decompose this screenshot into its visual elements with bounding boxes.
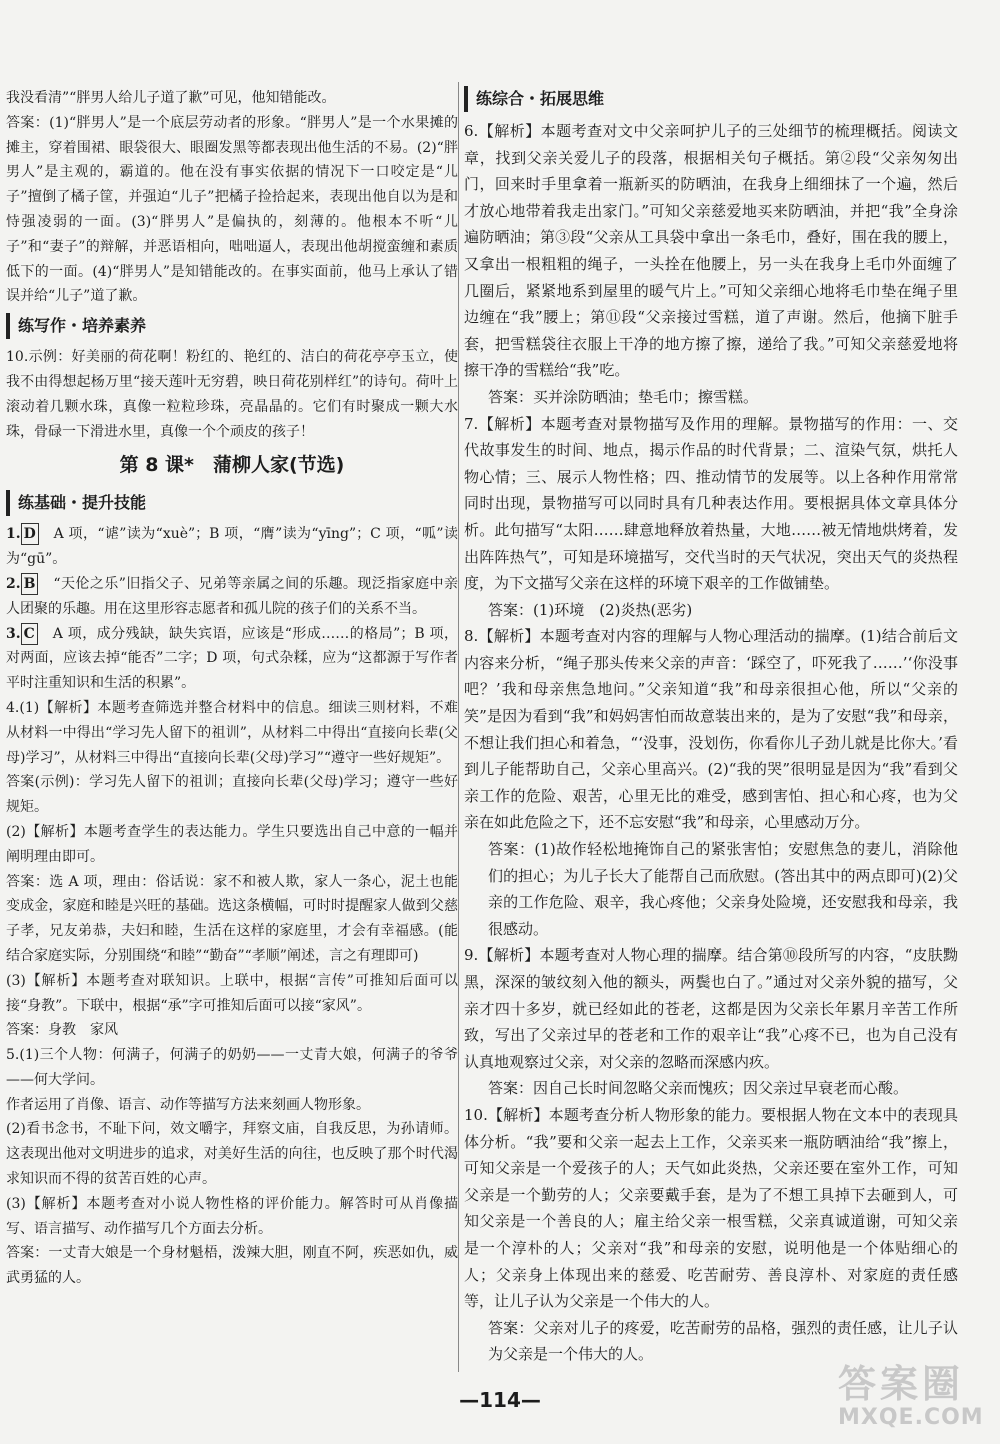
watermark-title: 答案圈 — [838, 1362, 965, 1406]
q8: 8.【解析】本题考查对内容的理解与人物心理活动的揣摩。(1)结合前后文内容来分析，“绳子那头传来父亲的声音：‘踩空了，吓死我了……’‘你没事吧？’我和母亲焦急地问。”父亲知道“我”和母亲很担心他，所以“父亲的笑”是因为看到“我”和妈妈害怕而故意装出来的，是为了安慰“我”和母亲，不想让我们担心和着急，“‘没事，没划伤，你看你儿子劲儿就是比你大。’看到儿子能帮助自己，父亲心里高兴。(2)“我的哭”很明显是因为“我”看到父亲工作的危险、艰苦，心里无比的难受，感到害怕、担心和心疼，也为父亲在如此危险之下，还不忘安慰“我”和母亲，心里感动万分。 — [464, 627, 958, 832]
q6: 6.【解析】本题考查对文中父亲呵护儿子的三处细节的梳理概括。阅读文章，找到父亲关爱儿子的段落，根据相关句子概括。第②段“父亲匆匆出门，回来时手里拿着一瓶新买的防晒油，在我身上细细抹了一个遍，然后才放心地带着我走出家门。”可知父亲慈爱地买来防晒油，并把“我”全身涂遍防晒油；第③段“父亲从工具袋中拿出一条毛巾，叠好，围在我的腰上，又拿出一根粗粗的绳子，一头拴在他腰上，另一头在我身上毛巾外面缠了几圈后，紧紧地系到屋里的暖气片上。”可知父亲细心地将毛巾垫在绳子里边缠在“我”腰上；第⑪段“父亲接过雪糕，道了声谢。然后，他摘下脏手套，把雪糕袋往衣服上干净的地方擦了擦，递给了我。”可知父亲慈爱地将擦干净的雪糕给“我”吃。 — [464, 122, 958, 380]
section-basic-heading: 练基础・提升技能 — [6, 490, 146, 516]
q2-text: “天伦之乐”旧指父子、兄弟等亲属之间的乐趣。现泛指家庭中亲人团聚的乐趣。用在这里形容志愿者和孤儿院的孩子们的关系不当。 — [6, 575, 458, 617]
q2-answer-box: B — [21, 573, 39, 595]
q2: 2. B “天伦之乐”旧指父子、兄弟等亲属之间的乐趣。现泛指家庭中亲人团聚的乐趣。用在这里形容志愿者和孤儿院的孩子们的关系不当。 — [6, 572, 458, 622]
q5-part1-cont: 作者运用了肖像、语言、动作等描写方法来刻画人物形象。 — [6, 1096, 370, 1113]
intro-line: 我没看清”“胖男人给儿子道了歉”可见，他知错能改。 — [6, 90, 336, 106]
q1-text: A 项，“谑”读为“xuè”；B 项，“膺”读为“yīng”；C 项，“呱”读为“gū”。 — [6, 526, 458, 568]
q3: 3. C A 项，成分残缺，缺失宾语，应该是“形成……的格局”；B 项，对两面，应该去掉“能否”二字；D 项，句式杂糅，应为“这都源于写作者平时注重知识和生活的积累”。 — [6, 622, 458, 696]
q4-part3-answer: 答案：身教 家风 — [6, 1022, 118, 1039]
q5-part3: (3)【解析】本题考查对小说人物性格的评价能力。解答时可从肖像描写、语言描写、动作描写几个方面去分析。 — [6, 1195, 458, 1237]
q4-part1: 4.(1)【解析】本题考查筛选并整合材料中的信息。细读三则材料，不难从材料一中得出“学习先人留下的祖训”，从材料二中得出“直接向长辈(父母)学习”，从材料三中得出“直接向长辈(父母)学习”“遵守一些好规矩”。 — [6, 699, 458, 766]
watermark-url: MXQE.COM — [838, 1405, 984, 1430]
q7-answer: 答案：(1)环境 (2)炎热(恶劣) — [488, 600, 693, 619]
q5-part2: (2)看书念书，不耻下问，效文嚼字，拜察文庙，自我反思，为孙请师。这表现出他对文明进步的追求，对美好生活的向往，也反映了那个时代渴求知识而不得的贫苦百姓的心声。 — [6, 1121, 458, 1188]
q9: 9.【解析】本题考查对人物心理的揣摩。结合第⑩段所写的内容，“皮肤黝黑，深深的皱纹刻入他的额头，两鬓也白了。”通过对父亲外貌的描写，父亲才四十多岁，就已经如此的苍老，这都是因为父亲长年累月辛苦工作所致，写出了父亲过早的苍老和工作的艰辛让“我”心疼不已，也为自己没有认真地观察过父亲，对父亲的忽略而深感内疚。 — [464, 946, 958, 1071]
right-column — [464, 86, 958, 1368]
q10-answer: 答案：父亲对儿子的疼爱，吃苦耐劳的品格，强烈的责任感，让儿子认为父亲是一个伟大的人。 — [488, 1318, 958, 1364]
q8-answer: 答案：(1)故作轻松地掩饰自己的紧张害怕；安慰焦急的妻儿，消除他们的担心；为儿子长大了能帮自己而欣慰。(答出其中的两点即可)(2)父亲的工作危险、艰辛，我心疼他；父亲身处险境，还安慰我和母亲，我很感动。 — [488, 840, 958, 938]
section-comprehensive-heading: 练综合・拓展思维 — [464, 86, 604, 112]
q1: 1. D A 项，“谑”读为“xuè”；B 项，“膺”读为“yīng”；C 项，“呱”读为“gū”。 — [6, 522, 458, 572]
page-number: —114— — [459, 1388, 541, 1412]
q4-part2: (2)【解析】本题考查学生的表达能力。学生只要选出自己中意的一幅并阐明理由即可。 — [6, 823, 458, 865]
q9-answer: 答案：因自己长时间忽略父亲而愧疚；因父亲过早衰老而心酸。 — [488, 1079, 909, 1098]
column-divider — [458, 82, 459, 1372]
answer-q9-prev: 答案：(1)“胖男人”是一个底层劳动者的形象。“胖男人”是一个水果摊的摊主，穿着围裙、眼袋很大、眼圈发黑等都表现出他生活的不易。(2)“胖男人”是主观的，霸道的。他在没有事实依据的情况下一口咬定是“儿子”擅倒了橘子筐，并强迫“儿子”把橘子捡拾起来，表现出他自以为是和恃强凌弱的一面。(3)“胖男人”是偏执的，刻薄的。他根本不听“儿子”和“妻子”的辩解，并恶语相向，咄咄逼人，表现出他胡搅蛮缠和素质低下的一面。(4)“胖男人”是知错能改的。在事实面前，他马上承认了错误并给“儿子”道了歉。 — [6, 114, 458, 305]
q10-writing: 10.示例：好美丽的荷花啊！粉红的、艳红的、洁白的荷花亭亭玉立，使我不由得想起杨万里“接天莲叶无穷碧，映日荷花别样红”的诗句。荷叶上滚动着几颗水珠，真像一粒粒珍珠，亮晶晶的。它们有时聚成一颗大水珠，骨碌一下滑进水里，真像一个个顽皮的孩子！ — [6, 349, 458, 440]
section-writing-heading: 练写作・培养素养 — [6, 313, 146, 339]
q5-part1: 5.(1)三个人物：何满子，何满子的奶奶——一丈青大娘，何满子的爷爷——何大学问。 — [6, 1047, 458, 1088]
q1-answer-box: D — [21, 523, 39, 545]
q3-text: A 项，成分残缺，缺失宾语，应该是“形成……的格局”；B 项，对两面，应该去掉“能否”二字；D 项，句式杂糅，应为“这都源于写作者平时注重知识和生活的积累”。 — [6, 625, 458, 692]
lesson-title: 第 8 课* 蒲柳人家(节选) — [119, 454, 345, 477]
q6-answer: 答案：买并涂防晒油；垫毛巾；擦雪糕。 — [488, 387, 759, 406]
q5-part3-answer: 答案：一丈青大娘是一个身材魁梧，泼辣大胆，刚直不阿，疾恶如仇，威武勇猛的人。 — [6, 1245, 458, 1287]
q10-analysis: 10.【解析】本题考查分析人物形象的能力。要根据人物在文本中的表现具体分析。“我”要和父亲一起去上工作，父亲买来一瓶防晒油给“我”擦上，可知父亲是一个爱孩子的人；天气如此炎热，父亲还要在室外工作，可知父亲是一个勤劳的人；父亲要戴手套，是为了不想工具掉下去砸到人，可知父亲是一个善良的人；雇主给父亲一根雪糕，父亲真诚道谢，可知父亲是一个淳朴的人；父亲对“我”和母亲的安慰，说明他是一个体贴细心的人；父亲身上体现出来的慈爱、吃苦耐劳、善良淳朴、对家庭的责任感等，让儿子认为父亲是一个伟大的人。 — [464, 1105, 958, 1311]
q4-part2-answer: 答案：选 A 项，理由：俗话说：家不和被人欺，家人一条心，泥土也能变成金，家庭和睦是兴旺的基础。选这条横幅，可时时提醒家人做到父慈子孝，兄友弟恭，夫妇和睦，生活在这样的家庭里，才会有幸福感。(能结合家庭实际，分别围绕“和睦”“勤奋”“孝顺”阐述，言之有理即可) — [6, 873, 458, 964]
q4-part1-answer: 答案(示例)：学习先人留下的祖训；直接向长辈(父母)学习；遵守一些好规矩。 — [6, 774, 458, 816]
watermark-logo — [838, 1362, 988, 1432]
q4-part3: (3)【解析】本题考查对联知识。上联中，根据“言传”可推知后面可以接“身教”。下联中，根据“承”字可推知后面可以接“家风”。 — [6, 972, 458, 1014]
left-column — [6, 86, 458, 1291]
q7: 7.【解析】本题考查对景物描写及作用的理解。景物描写的作用：一、交代故事发生的时间、地点，揭示作品的时代背景；二、渲染气氛，烘托人物心情；三、展示人物性格；四、推动情节的发展等。以上各种作用常常同时出现，景物描写可以同时具有几种表达作用。要根据具体文章具体分析。此句描写“太阳……肆意地释放着热量，大地……被无情地烘烤着，发出阵阵热气”，可知是环境描写，交代当时的天气状况，突出天气的炎热程度，为下文描写父亲在这样的环境下艰辛的工作做铺垫。 — [464, 414, 958, 593]
q3-answer-box: C — [21, 623, 38, 645]
